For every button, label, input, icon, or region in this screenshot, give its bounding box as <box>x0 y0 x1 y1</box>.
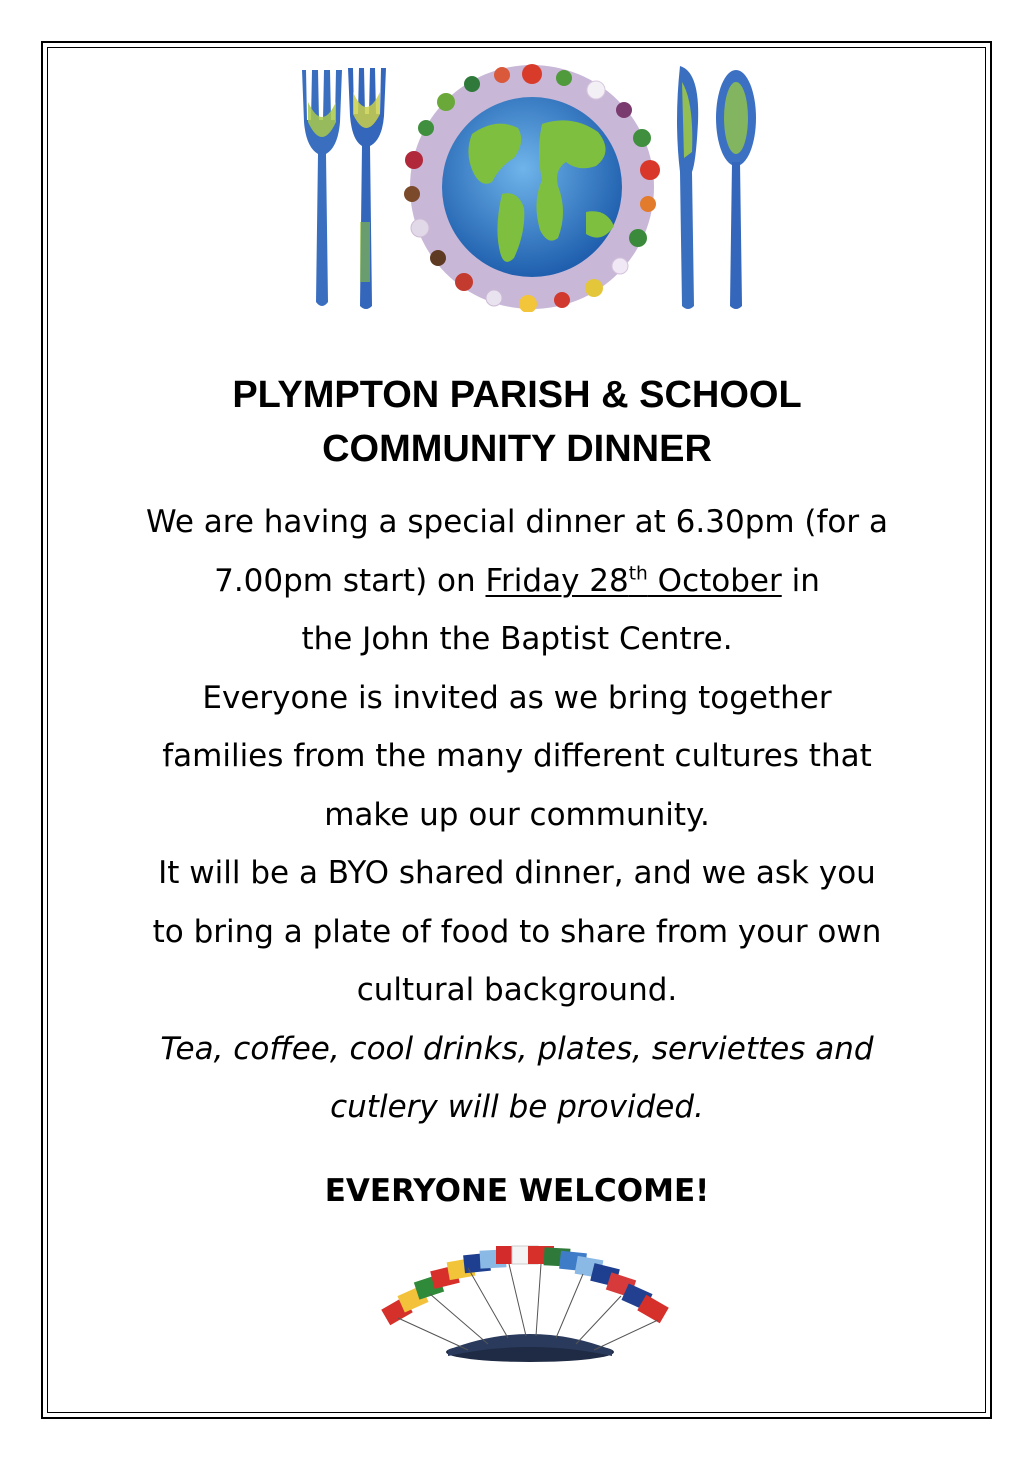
description-line: families from the many different cultures that <box>162 738 872 774</box>
title-line-1: PLYMPTON PARISH & SCHOOL <box>232 374 802 416</box>
event-date <box>485 563 781 599</box>
description-line: the John the Baptist Centre. <box>301 621 733 657</box>
welcome-banner: EVERYONE WELCOME! <box>324 1173 710 1209</box>
fork-icon <box>348 68 386 309</box>
description-text: 7.00pm start) on <box>214 562 486 599</box>
provided-note-line: Tea, coffee, cool drinks, plates, serviettes and <box>160 1030 874 1067</box>
event-date-month: October <box>647 562 782 599</box>
title-line-2: COMMUNITY DINNER <box>322 428 712 470</box>
spoon-icon <box>716 70 756 309</box>
description-line: Everyone is invited as we bring together <box>202 679 832 716</box>
description-line: We are having a special dinner at 6.30pm (for a <box>146 504 888 540</box>
description-line-date <box>60 552 974 611</box>
event-description <box>60 493 974 1137</box>
event-date-day: Friday 28 <box>485 562 629 599</box>
description-line: make up our community. <box>324 796 710 833</box>
description-text: in <box>781 562 820 599</box>
description-line: cultural background. <box>356 972 678 1008</box>
description-line: It will be a BYO shared dinner, and we ask you <box>158 855 876 891</box>
world-flags-illustration <box>378 1238 682 1362</box>
knife-icon <box>677 66 698 309</box>
globe-plate-cutlery-illustration <box>296 62 764 312</box>
event-date-suffix: th <box>628 563 648 585</box>
flags-icon <box>381 1246 669 1325</box>
provided-note-line: cutlery will be provided. <box>330 1089 704 1125</box>
event-title <box>60 368 974 476</box>
fork-icon <box>302 70 342 306</box>
earth-globe <box>442 97 622 277</box>
description-line: to bring a plate of food to share from your own <box>152 913 882 950</box>
